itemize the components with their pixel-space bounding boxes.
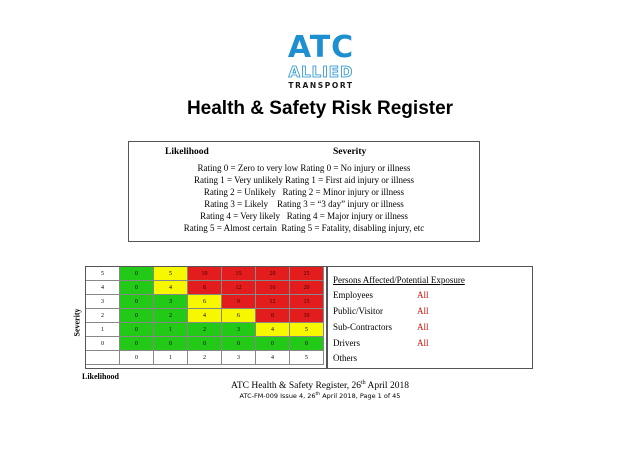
risk-cell: 12 [256, 295, 290, 309]
risk-cell: 2 [188, 323, 222, 337]
logo-main-text: ATC [287, 30, 355, 65]
likelihood-axis-row [86, 351, 324, 365]
person-value: All [417, 306, 429, 316]
rating-line: Rating 0 = Zero to very low Rating 0 = No injury or illness [197, 163, 411, 173]
risk-cell: 0 [154, 337, 188, 351]
atc-logo [271, 30, 371, 90]
footer-line2-pre: ATC-FM-009 Issue 4, 26 [239, 392, 316, 401]
risk-cell: 25 [290, 267, 324, 281]
footer-line1-sup: th [361, 380, 366, 386]
risk-cell: 0 [120, 309, 154, 323]
likelihood-tick: 3 [222, 351, 256, 365]
person-name: Sub-Contractors [333, 322, 392, 332]
rating-line: Rating 5 = Almost certain Rating 5 = Fatality, disabling injury, etc [183, 223, 425, 233]
person-name: Drivers [333, 338, 360, 348]
risk-cell: 0 [120, 323, 154, 337]
risk-cell: 16 [256, 281, 290, 295]
risk-cell: 10 [290, 309, 324, 323]
severity-header: Severity [333, 147, 367, 157]
risk-cell: 10 [188, 267, 222, 281]
person-value: All [417, 322, 429, 332]
person-row [333, 290, 523, 300]
page-title: Health & Safety Risk Register [186, 98, 454, 119]
risk-cell: 12 [222, 281, 256, 295]
risk-cell: 6 [188, 295, 222, 309]
risk-cell: 0 [222, 337, 256, 351]
risk-cell: 0 [120, 281, 154, 295]
person-name: Employees [333, 290, 373, 300]
severity-tick: 3 [86, 295, 120, 309]
ratings-legend [128, 141, 480, 242]
severity-tick: 0 [86, 337, 120, 351]
persons-header: Persons Affected/Potential Exposure [333, 275, 465, 285]
risk-cell: 3 [222, 323, 256, 337]
likelihood-tick: 2 [188, 351, 222, 365]
likelihood-axis-label: Likelihood [82, 372, 119, 381]
matrix-row [86, 309, 324, 323]
risk-cell: 1 [154, 323, 188, 337]
person-name: Others [333, 353, 357, 363]
severity-tick: 2 [86, 309, 120, 323]
risk-cell: 0 [290, 337, 324, 351]
risk-cell: 20 [290, 281, 324, 295]
likelihood-tick: 1 [154, 351, 188, 365]
risk-cell: 15 [290, 295, 324, 309]
severity-axis-label: Severity [72, 308, 82, 337]
risk-cell: 0 [188, 337, 222, 351]
footer-line1-pre: ATC Health & Safety Register, 26 [231, 381, 361, 392]
footer-register-line [0, 380, 640, 391]
risk-cell: 0 [120, 337, 154, 351]
risk-cell: 0 [256, 337, 290, 351]
risk-cell: 4 [154, 281, 188, 295]
rating-line: Rating 2 = Unlikely Rating 2 = Minor injury or illness [203, 187, 405, 197]
risk-cell: 2 [154, 309, 188, 323]
matrix-row [86, 323, 324, 337]
severity-tick: 4 [86, 281, 120, 295]
footer-line1-post: April 2018 [365, 381, 409, 392]
person-row [333, 338, 523, 348]
footer-line2-sup: th [315, 392, 321, 397]
person-value: All [417, 338, 429, 348]
likelihood-tick: 0 [120, 351, 154, 365]
footer-line2-post: April 2018, Page 1 of 45 [320, 392, 401, 401]
likelihood-header: Likelihood [165, 147, 209, 157]
footer-issue-line [0, 392, 640, 400]
risk-cell: 9 [222, 295, 256, 309]
risk-cell: 8 [256, 309, 290, 323]
matrix-row [86, 295, 324, 309]
rating-line: Rating 3 = Likely Rating 3 = “3 day” injury or illness [204, 199, 404, 209]
severity-tick: 5 [86, 267, 120, 281]
severity-tick: 1 [86, 323, 120, 337]
rating-line: Rating 1 = Very unlikely Rating 1 = First aid injury or illness [194, 175, 414, 185]
logo-sub2-text: TRANSPORT [288, 81, 354, 90]
matrix-corner [86, 351, 120, 365]
logo-sub-text: ALLIED [288, 63, 354, 81]
likelihood-tick: 5 [290, 351, 324, 365]
person-row [333, 353, 523, 363]
risk-cell: 0 [120, 295, 154, 309]
person-name: Public/Visitor [333, 306, 383, 316]
persons-affected-box [327, 266, 533, 369]
risk-cell: 5 [154, 267, 188, 281]
risk-cell: 8 [188, 281, 222, 295]
risk-cell: 4 [188, 309, 222, 323]
person-row [333, 306, 523, 316]
likelihood-tick: 4 [256, 351, 290, 365]
matrix-row [86, 281, 324, 295]
matrix-row [86, 267, 324, 281]
matrix-row [86, 337, 324, 351]
risk-cell: 15 [222, 267, 256, 281]
risk-cell: 6 [222, 309, 256, 323]
risk-cell: 5 [290, 323, 324, 337]
risk-cell: 0 [120, 267, 154, 281]
rating-line: Rating 4 = Very likely Rating 4 = Major injury or illness [200, 211, 408, 221]
risk-cell: 3 [154, 295, 188, 309]
person-row [333, 322, 523, 332]
risk-cell: 20 [256, 267, 290, 281]
person-value: All [417, 290, 429, 300]
risk-cell: 4 [256, 323, 290, 337]
risk-matrix [85, 266, 324, 365]
